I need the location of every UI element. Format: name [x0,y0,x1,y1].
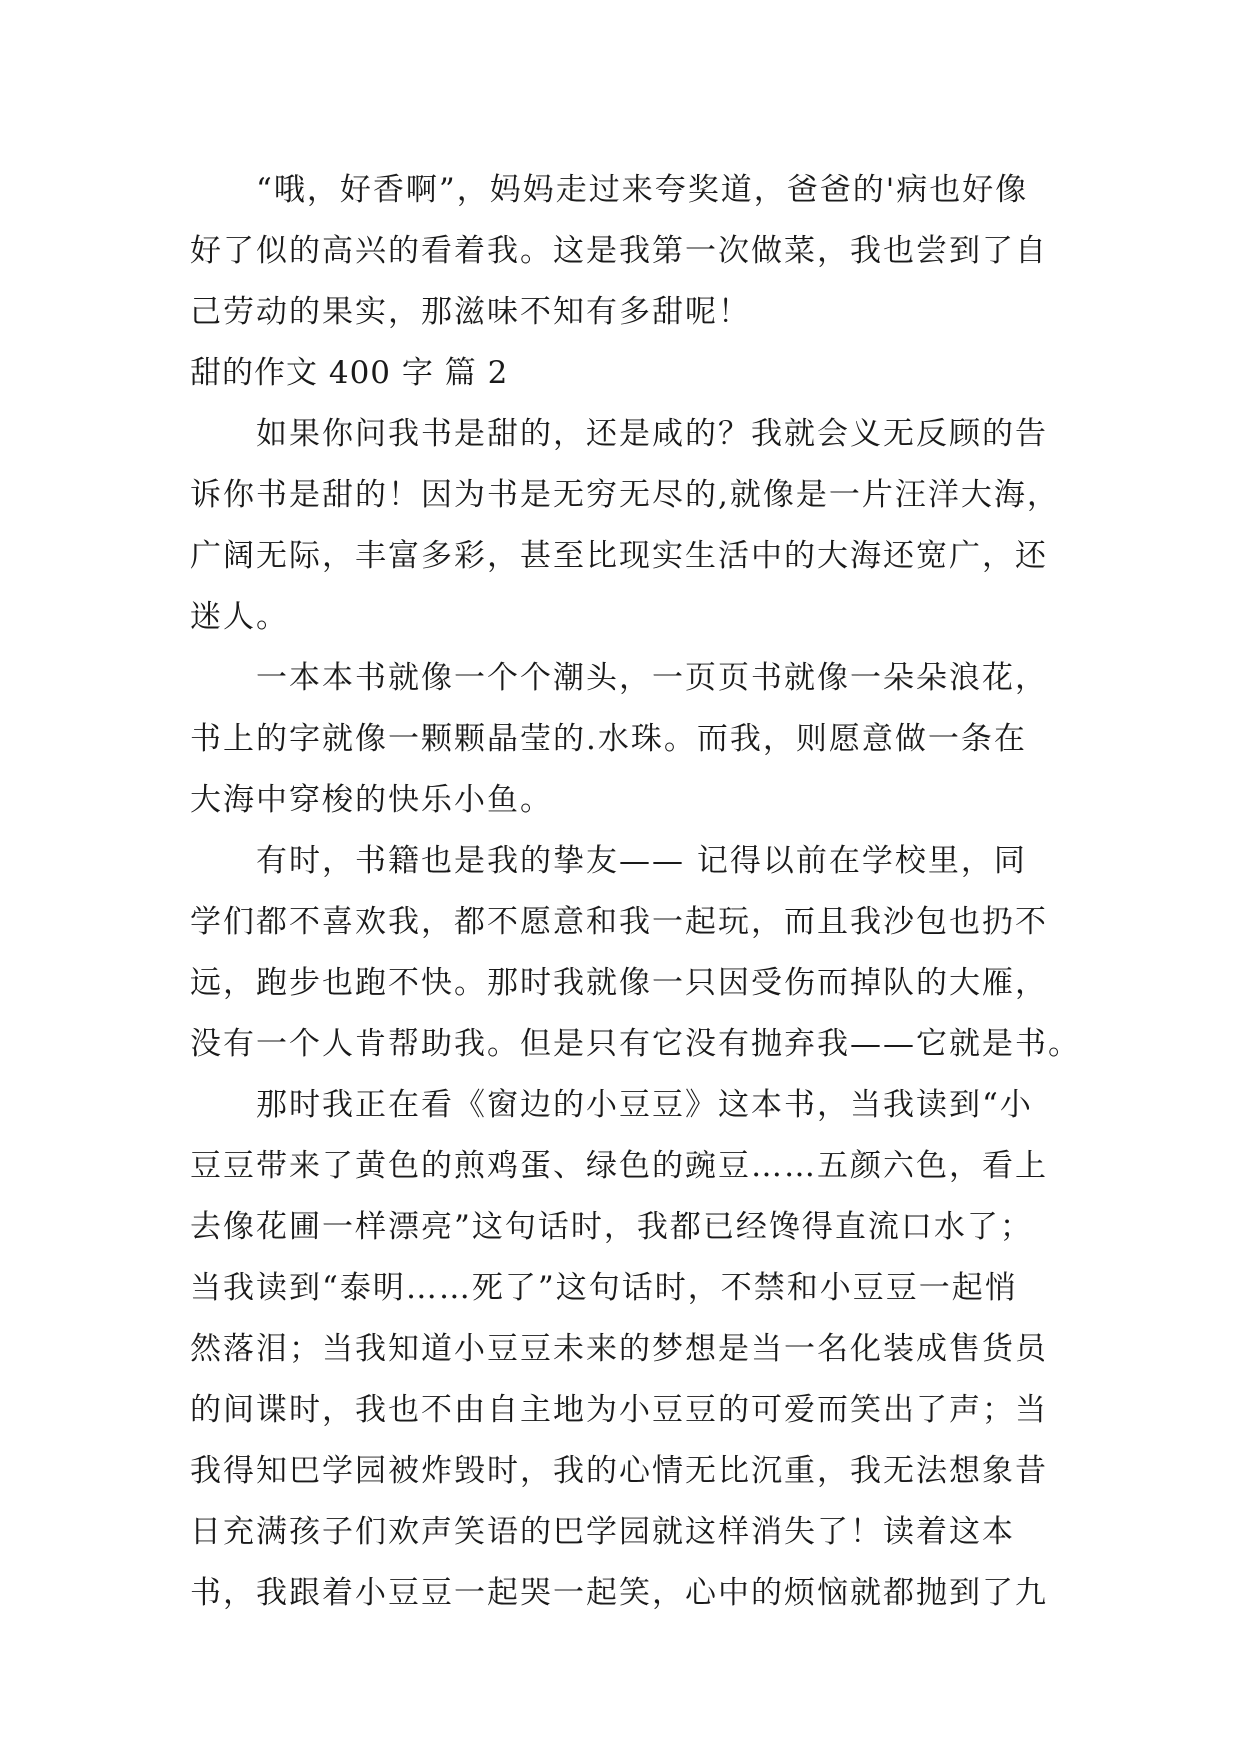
text-line: 诉你书是甜的！因为书是无穷无尽的,就像是一片汪洋大海， [190,477,1060,513]
text-line: 书，我跟着小豆豆一起哭一起笑，心中的烦恼就都抛到了九 [190,1575,1048,1611]
essay-text [190,160,1081,1624]
text-line: 然落泪；当我知道小豆豆未来的梦想是当一名化装成售货员 [190,1331,1048,1367]
text-line: 豆豆带来了黄色的煎鸡蛋、绿色的豌豆……五颜六色，看上 [190,1148,1048,1184]
text-line: 广阔无际，丰富多彩，甚至比现实生活中的大海还宽广，还 [190,538,1048,574]
text-line: 一本本书就像一个个潮头，一页页书就像一朵朵浪花， [190,660,1048,696]
text-line: 迷人。 [190,599,289,635]
text-line: 如果你问我书是甜的，还是咸的？我就会义无反顾的告 [190,416,1048,452]
section-heading: 甜的作文 400 字 篇 2 [190,355,509,391]
text-line: 好了似的高兴的看着我。这是我第一次做菜，我也尝到了自 [190,233,1048,269]
text-line: 己劳动的果实，那滋味不知有多甜呢！ [190,294,751,330]
text-line: 书上的字就像一颗颗晶莹的.水珠。而我，则愿意做一条在 [190,721,1027,757]
text-line: 日充满孩子们欢声笑语的巴学园就这样消失了！读着这本 [190,1514,1015,1550]
text-line: 那时我正在看《窗边的小豆豆》这本书，当我读到“小 [190,1087,1033,1123]
text-line: 大海中穿梭的快乐小鱼。 [190,782,553,818]
text-line: 我得知巴学园被炸毁时，我的心情无比沉重，我无法想象昔 [190,1453,1048,1489]
text-line: 学们都不喜欢我，都不愿意和我一起玩，而且我沙包也扔不 [190,904,1048,940]
text-line: 去像花圃一样漂亮”这句话时，我都已经馋得直流口水了； [190,1209,1033,1245]
text-line: 没有一个人肯帮助我。但是只有它没有抛弃我——它就是书。 [190,1026,1081,1062]
text-line: “哦，好香啊”，妈妈走过来夸奖道，爸爸的'病也好像 [190,172,1029,208]
text-line: 当我读到“泰明……死了”这句话时，不禁和小豆豆一起悄 [190,1270,1018,1306]
text-line: 的间谍时，我也不由自主地为小豆豆的可爱而笑出了声；当 [190,1392,1048,1428]
text-line: 有时，书籍也是我的挚友—— 记得以前在学校里，同 [190,843,1027,879]
text-line: 远，跑步也跑不快。那时我就像一只因受伤而掉队的大雁， [190,965,1048,1001]
